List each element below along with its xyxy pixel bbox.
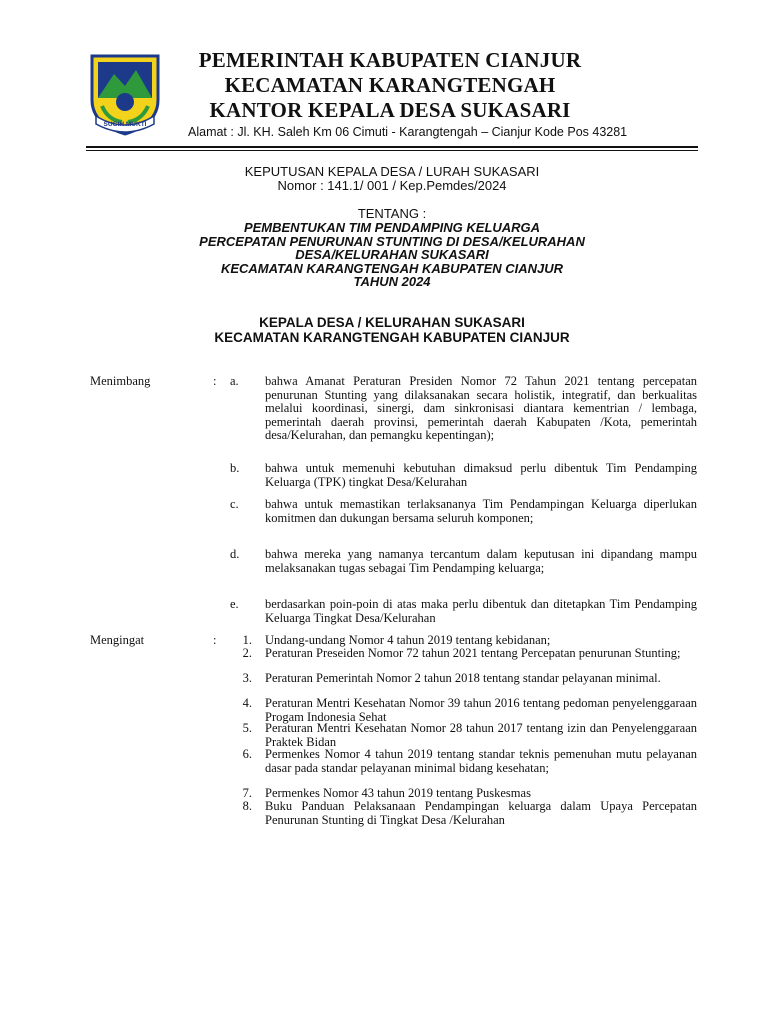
letterhead-divider-thick: [86, 146, 698, 148]
considering-colon: :: [213, 374, 217, 388]
decree-about-label: TENTANG :: [357, 206, 427, 221]
decree-subject-line: TAHUN 2024: [353, 274, 431, 289]
considering-item-marker: e.: [230, 597, 239, 611]
recalling-item-text: Permenkes Nomor 4 tahun 2019 tentang standar teknis pemenuhan mutu pelayanan dasar pada standar pelayanan minimal bidang kesehatan;: [265, 747, 697, 775]
recalling-label: Mengingat: [90, 633, 145, 647]
decree-subject-line: KECAMATAN KARANGTENGAH KABUPATEN CIANJUR: [220, 261, 564, 276]
decree-subject-line: PERCEPATAN PENURUNAN STUNTING DI DESA/KELURAHAN: [199, 234, 585, 249]
recalling-item-text: Peraturan Mentri Kesehatan Nomor 28 tahun 2017 tentang izin dan Penyelenggaraan Praktek Bidan: [265, 721, 697, 749]
recalling-item-number: 8.: [242, 799, 252, 813]
recalling-item-text: Peraturan Pemerintah Nomor 2 tahun 2018 tentang standar pelayanan minimal.: [265, 671, 661, 685]
recalling-item-text: Peraturan Mentri Kesehatan Nomor 39 tahun 2016 tentang pedoman penyelenggaraan Progam Indonesia Sehat: [265, 696, 697, 724]
recalling-colon: :: [213, 633, 217, 647]
decree-subject-line: DESA/KELURAHAN SUKASARI: [295, 247, 489, 262]
recalling-item-number: 3.: [242, 671, 252, 685]
decree-number: Nomor : 141.1/ 001 / Kep.Pemdes/2024: [277, 178, 507, 193]
recalling-item-text: Buku Panduan Pelaksanaan Pendampingan keluarga dalam Upaya Percepatan Penurunan Stunting di Tingkat Desa /Kelurahan: [265, 799, 697, 827]
considering-item-text: berdasarkan poin-poin di atas maka perlu dibentuk dan ditetapkan Tim Pendamping Keluarga Tingkat Desa/Kelurahan: [265, 597, 697, 625]
recalling-item-number: 6.: [242, 747, 252, 761]
recalling-item-number: 7.: [242, 786, 252, 800]
recalling-item-number: 1.: [242, 633, 252, 647]
considering-item-text: bahwa Amanat Peraturan Presiden Nomor 72 Tahun 2021 tentang percepatan penurunan Stunting yang dilaksanakan secara holistik, integratif, dan berkualitas melalui koordinasi, sinergi, dam sinkronisasi diantara kementrian / lembaga, pemerintah daerah provinsi, pemerintah daerah Kabupaten /Kota, pemerintah desa/Kelurahan, dan pemangku kepentingan);: [265, 374, 697, 442]
letterhead-district: KECAMATAN KARANGTENGAH: [224, 73, 556, 97]
considering-item-text: bahwa untuk memenuhi kebutuhan dimaksud perlu dibentuk Tim Pendamping Keluarga (TPK) tingkat Desa/Kelurahan: [265, 461, 697, 489]
letterhead-divider-thin: [86, 150, 698, 151]
recalling-item-text: Undang-undang Nomor 4 tahun 2019 tentang kebidanan;: [265, 633, 551, 647]
letterhead-office: KANTOR KEPALA DESA SUKASARI: [209, 98, 571, 122]
letterhead-address: Alamat : Jl. KH. Saleh Km 06 Cimuti - Karangtengah – Cianjur Kode Pos 43281: [188, 125, 628, 139]
logo-motto-text: SUGIH MUKTI: [103, 121, 147, 128]
considering-item-marker: b.: [230, 461, 240, 475]
decree-subject-line: PEMBENTUKAN TIM PENDAMPING KELUARGA: [243, 220, 541, 235]
considering-item-text: bahwa untuk memastikan terlaksananya Tim Pendampingan Keluarga diperlukan komitmen dan dukungan bersama seluruh komponen;: [265, 497, 697, 525]
issuer-heading: KECAMATAN KARANGTENGAH KABUPATEN CIANJUR: [214, 330, 570, 345]
recalling-item-text: Permenkes Nomor 43 tahun 2019 tentang Puskesmas: [265, 786, 531, 800]
issuer-heading: KEPALA DESA / KELURAHAN SUKASARI: [259, 315, 525, 330]
considering-item-marker: a.: [230, 374, 239, 388]
considering-item-text: bahwa mereka yang namanya tercantum dalam keputusan ini dipandang mampu melaksanakan tugas sebagai Tim Pendamping keluarga;: [265, 547, 697, 575]
recalling-item-number: 4.: [242, 696, 252, 710]
decree-title: KEPUTUSAN KEPALA DESA / LURAH SUKASARI: [244, 164, 540, 179]
considering-label: Menimbang: [90, 374, 151, 388]
considering-item-marker: d.: [230, 547, 240, 561]
letterhead-government: PEMERINTAH KABUPATEN CIANJUR: [198, 48, 582, 72]
recalling-item-number: 5.: [242, 721, 252, 735]
recalling-item-text: Peraturan Preseiden Nomor 72 tahun 2021 tentang Percepatan penurunan Stunting;: [265, 646, 681, 660]
considering-item-marker: c.: [230, 497, 239, 511]
regency-emblem-logo: [88, 50, 162, 136]
recalling-item-number: 2.: [242, 646, 252, 660]
